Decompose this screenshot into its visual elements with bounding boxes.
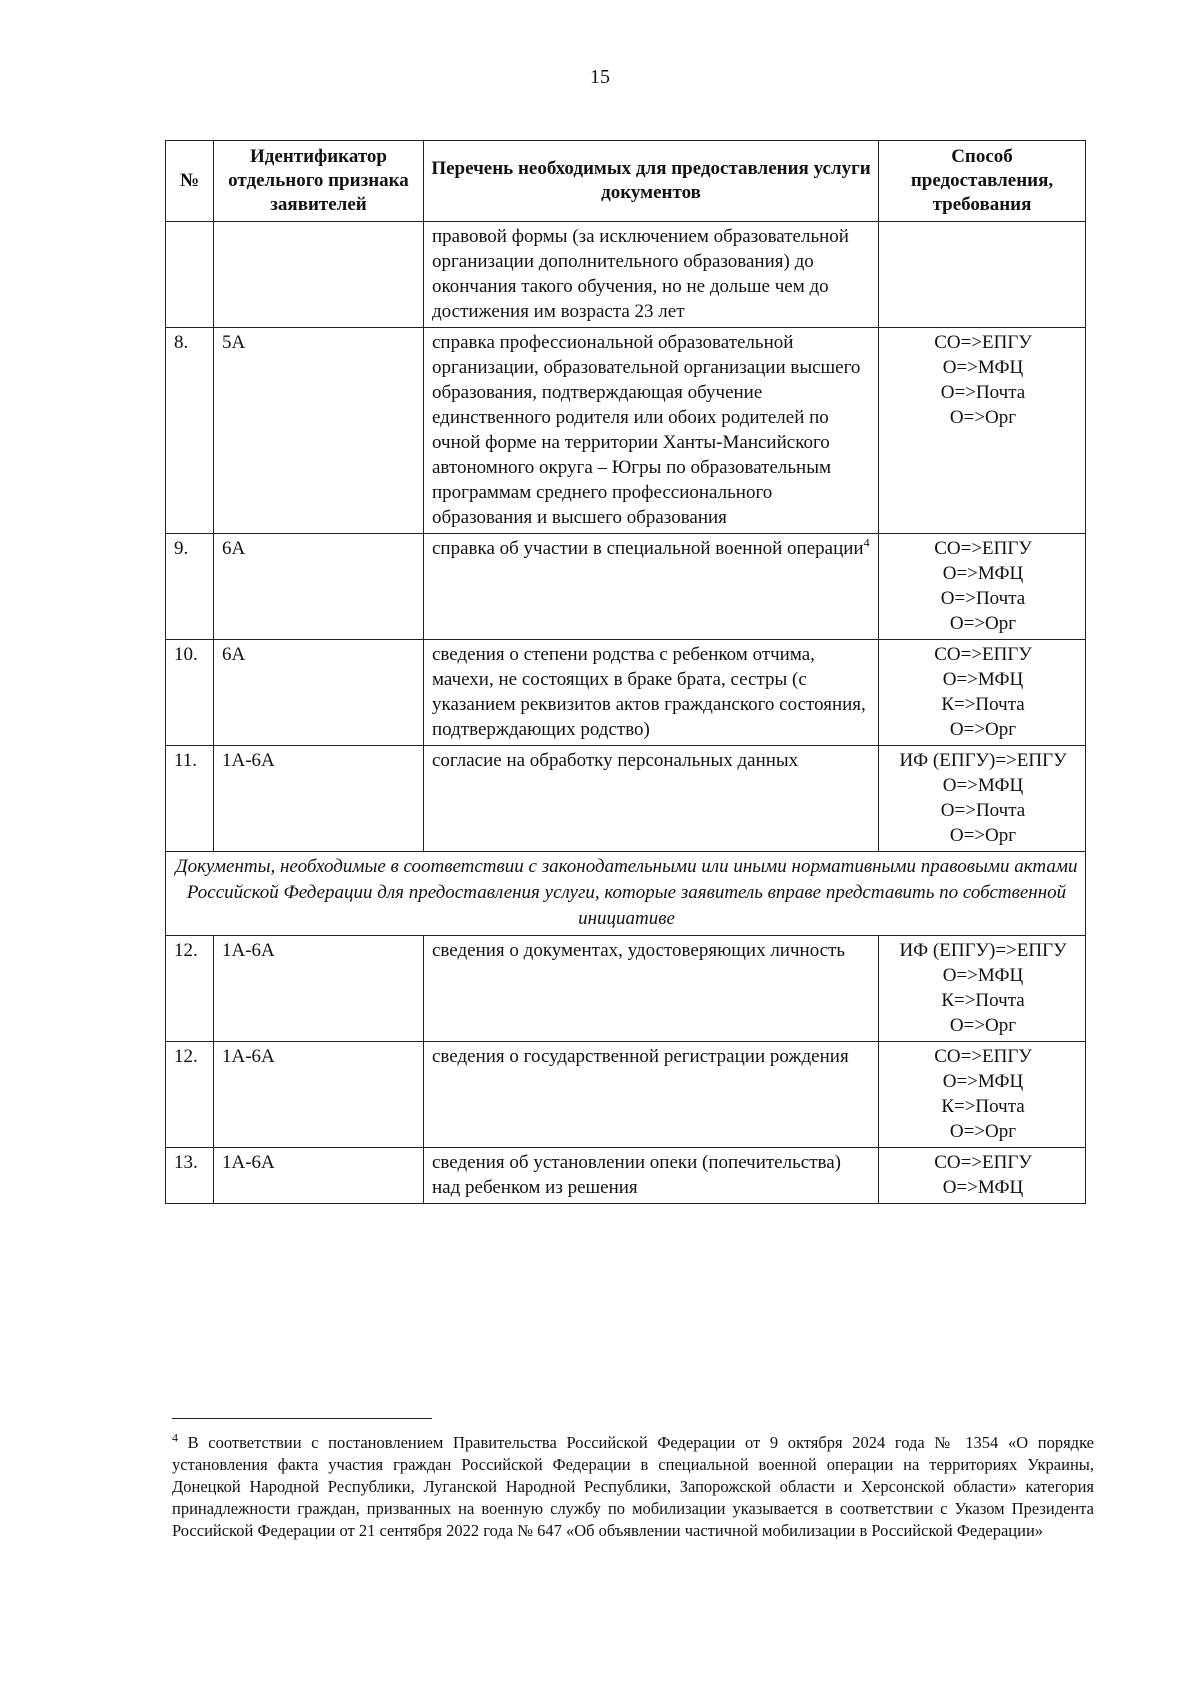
method-item: СО=>ЕПГУ xyxy=(934,332,1032,353)
cell-identifier: 6А xyxy=(214,534,424,640)
method-item: СО=>ЕПГУ xyxy=(934,1152,1032,1173)
method-item: О=>Орг xyxy=(949,719,1017,740)
method-item: О=>Орг xyxy=(949,1015,1017,1036)
table-row xyxy=(166,1148,1086,1204)
method-item: О=>Орг xyxy=(949,1121,1017,1142)
cell-methods xyxy=(879,640,1086,746)
cell-identifier: 1А-6А xyxy=(214,1042,424,1148)
header-documents: Перечень необходимых для предоставления услуги документов xyxy=(424,141,879,222)
method-item: ИФ (ЕПГУ)=>ЕПГУ xyxy=(899,750,1067,771)
method-item: О=>Орг xyxy=(949,825,1017,846)
method-item: О=>Почта xyxy=(940,588,1026,609)
cell-document xyxy=(424,534,879,640)
footnote xyxy=(172,1432,1094,1542)
method-item: О=>МФЦ xyxy=(942,357,1024,378)
table-row xyxy=(166,746,1086,852)
table-header-row xyxy=(166,141,1086,222)
cell-number: 8. xyxy=(166,328,214,534)
method-item: О=>МФЦ xyxy=(942,669,1024,690)
documents-table xyxy=(165,140,1086,1204)
method-item: ИФ (ЕПГУ)=>ЕПГУ xyxy=(899,940,1067,961)
table-row xyxy=(166,1042,1086,1148)
method-item: О=>Почта xyxy=(940,382,1026,403)
method-item: О=>МФЦ xyxy=(942,1071,1024,1092)
cell-document: сведения о государственной регистрации рождения xyxy=(424,1042,879,1148)
header-identifier: Идентификатор отдельного признака заявителей xyxy=(214,141,424,222)
cell-methods xyxy=(879,936,1086,1042)
method-item: СО=>ЕПГУ xyxy=(934,538,1032,559)
header-method: Способ предоставления, требования xyxy=(879,141,1086,222)
cell-document: сведения об установлении опеки (попечительства) над ребенком из решения xyxy=(424,1148,879,1204)
cell-methods xyxy=(879,1042,1086,1148)
method-item: О=>Орг xyxy=(949,613,1017,634)
section-heading: Документы, необходимые в соответствии с законодательными или иными нормативными правовыми актами Российской Федерации для предоставления услуги, которые заявитель вправе представить по собственной инициативе xyxy=(166,852,1086,936)
cell-identifier: 1А-6А xyxy=(214,1148,424,1204)
page-number: 15 xyxy=(590,66,610,88)
cell-number: 12. xyxy=(166,936,214,1042)
header-number: № xyxy=(166,141,214,222)
cell-number xyxy=(166,222,214,328)
table-row xyxy=(166,640,1086,746)
cell-identifier: 6А xyxy=(214,640,424,746)
method-item: О=>Почта xyxy=(940,800,1026,821)
cell-identifier: 1А-6А xyxy=(214,936,424,1042)
method-item: К=>Почта xyxy=(941,990,1025,1011)
footnote-marker: 4 xyxy=(172,1430,178,1445)
table-row xyxy=(166,936,1086,1042)
table-row xyxy=(166,328,1086,534)
cell-document: сведения о степени родства с ребенком отчима, мачехи, не состоящих в браке брата, сестры (с указанием реквизитов актов гражданского состояния, подтверждающих родство) xyxy=(424,640,879,746)
footnote-divider xyxy=(172,1418,432,1419)
method-item: О=>МФЦ xyxy=(942,1177,1024,1198)
cell-methods xyxy=(879,328,1086,534)
cell-document: справка профессиональной образовательной организации, образовательной организации высшего образования, подтверждающая обучение единственного родителя или обоих родителей по очной форме на территории Ханты-Мансийского автономного округа – Югры по образовательным программам среднего профессионального образования и высшего образования xyxy=(424,328,879,534)
method-item: К=>Почта xyxy=(941,1096,1025,1117)
method-item: О=>МФЦ xyxy=(942,965,1024,986)
table-row xyxy=(166,534,1086,640)
cell-number: 13. xyxy=(166,1148,214,1204)
cell-number: 11. xyxy=(166,746,214,852)
cell-document: согласие на обработку персональных данных xyxy=(424,746,879,852)
footnote-text: В соответствии с постановлением Правительства Российской Федерации от 9 октября 2024 года № 1354 «О порядке установления факта участия граждан Российской Федерации в специальной военной операции на территориях Украины, Донецкой Народной Республики, Луганской Народной Республики, Запорожской области и Херсонской области» категория принадлежности граждан, призванных на военную службу по мобилизации указывается в соответствии с Указом Президента Российской Федерации от 21 сентября 2022 года № 647 «Об объявлении частичной мобилизации в Российской Федерации» xyxy=(172,1433,1094,1540)
cell-identifier xyxy=(214,222,424,328)
cell-identifier: 1А-6А xyxy=(214,746,424,852)
cell-document: сведения о документах, удостоверяющих личность xyxy=(424,936,879,1042)
table-row-continued xyxy=(166,222,1086,328)
cell-number: 9. xyxy=(166,534,214,640)
cell-methods xyxy=(879,222,1086,328)
method-item: О=>МФЦ xyxy=(942,775,1024,796)
cell-identifier: 5А xyxy=(214,328,424,534)
method-item: К=>Почта xyxy=(941,694,1025,715)
method-item: СО=>ЕПГУ xyxy=(934,1046,1032,1067)
cell-methods xyxy=(879,746,1086,852)
cell-number: 10. xyxy=(166,640,214,746)
footnote-reference[interactable]: 4 xyxy=(863,535,870,550)
document-text: справка об участии в специальной военной операции xyxy=(432,538,864,559)
method-item: О=>Орг xyxy=(949,407,1017,428)
cell-document: правовой формы (за исключением образовательной организации дополнительного образования) до окончания такого обучения, но не дольше чем до достижения им возраста 23 лет xyxy=(424,222,879,328)
cell-number: 12. xyxy=(166,1042,214,1148)
method-item: СО=>ЕПГУ xyxy=(934,644,1032,665)
cell-methods xyxy=(879,1148,1086,1204)
method-item: О=>МФЦ xyxy=(942,563,1024,584)
section-heading-row xyxy=(166,852,1086,936)
cell-methods xyxy=(879,534,1086,640)
